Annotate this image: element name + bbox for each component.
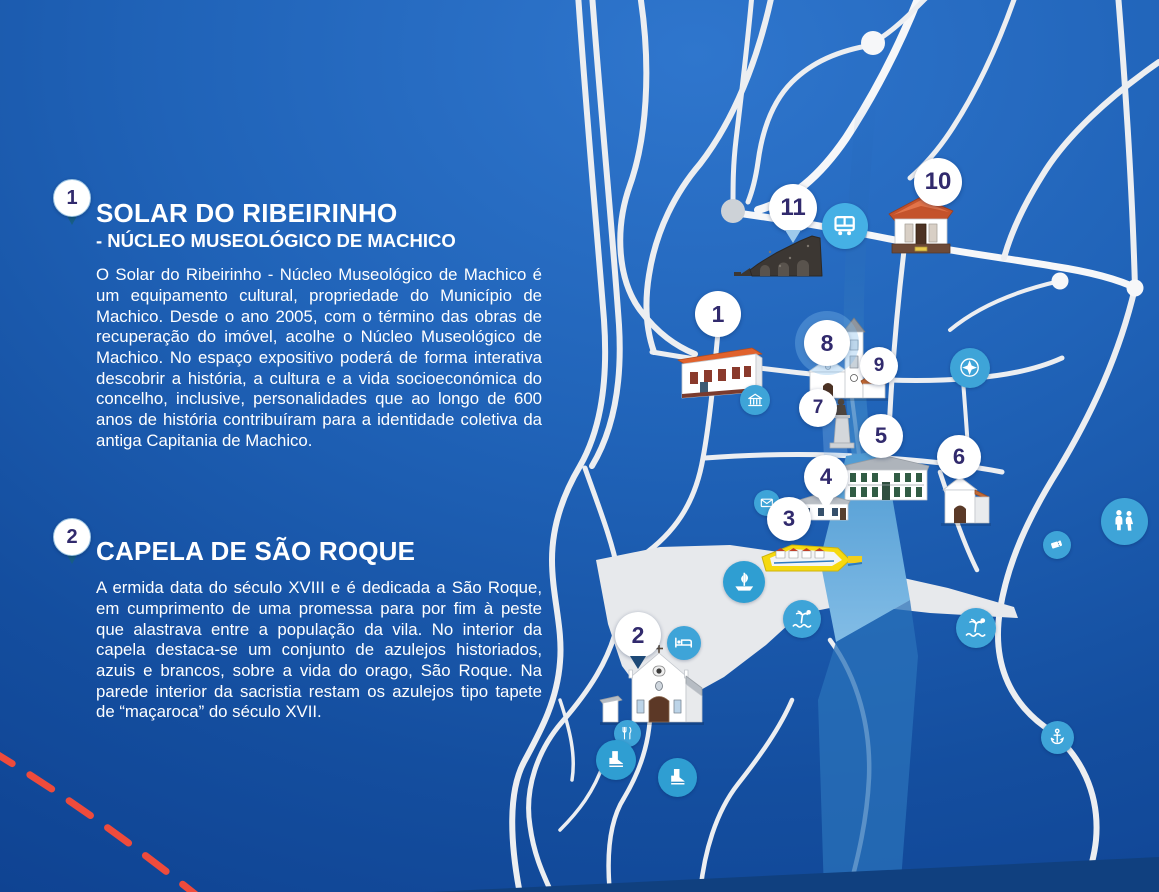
illustration-solar-do-ribeirinho [678,348,762,398]
illustration-chapel-10 [889,188,953,253]
map-marker-3: 3 [767,497,811,541]
bottom-dark-strip [388,857,1159,892]
section-title: SOLAR DO RIBEIRINHO [96,198,398,228]
section-title: CAPELA DE SÃO ROQUE [96,536,416,566]
map-marker-9: 9 [860,347,898,385]
illustration-aqueduct [734,236,822,276]
map-marker-11: 11 [769,184,817,232]
map-marker-4: 4 [804,455,848,499]
illustration-chapel-6 [941,470,991,526]
illustration-igreja-matriz [808,318,888,401]
map-marker-10: 10 [914,158,962,206]
map-marker-6: 6 [937,435,981,479]
pin-number: 2 [53,518,91,556]
pin-number: 1 [53,179,91,217]
red-dashed-route [0,750,200,892]
section-subtitle: - NÚCLEO MUSEOLÓGICO DE MACHICO [96,230,456,252]
map-marker-8: 8 [804,320,850,366]
section-body: O Solar do Ribeirinho - Núcleo Museológico de Machico é um equipamento cultural, propriedade do Município de Machico. Desde o ano 2005, com o término das obras de recuperação do imóvel, acolhe o Núcleo Museológico de Machico. No espaço expositivo poderá de forma interativa descobrir a história, a cultura e a vida socioeconómica do concelho, inclusive, personalidades que ao longo de 600 anos de história contribuíram para a identidade coletiva da antiga Capitania de Machico. [96,265,542,450]
map-marker-2: 2 [615,612,661,658]
map-marker-7: 7 [799,389,837,427]
section-body: A ermida data do século XVIII e é dedicada a São Roque, em cumprimento de uma promessa para por fim à peste que alastrava entre a população da vila. No interior da capela destaca-se um conjunto de azulejos historiados, azuis e brancos, sobre a vida do orago, São Roque. Na parede interior da sacristia restam os azulejos tipo tapete de “maçaroca” do século XVII. [96,578,542,722]
map-marker-1: 1 [695,291,741,337]
map-marker-5: 5 [859,414,903,458]
